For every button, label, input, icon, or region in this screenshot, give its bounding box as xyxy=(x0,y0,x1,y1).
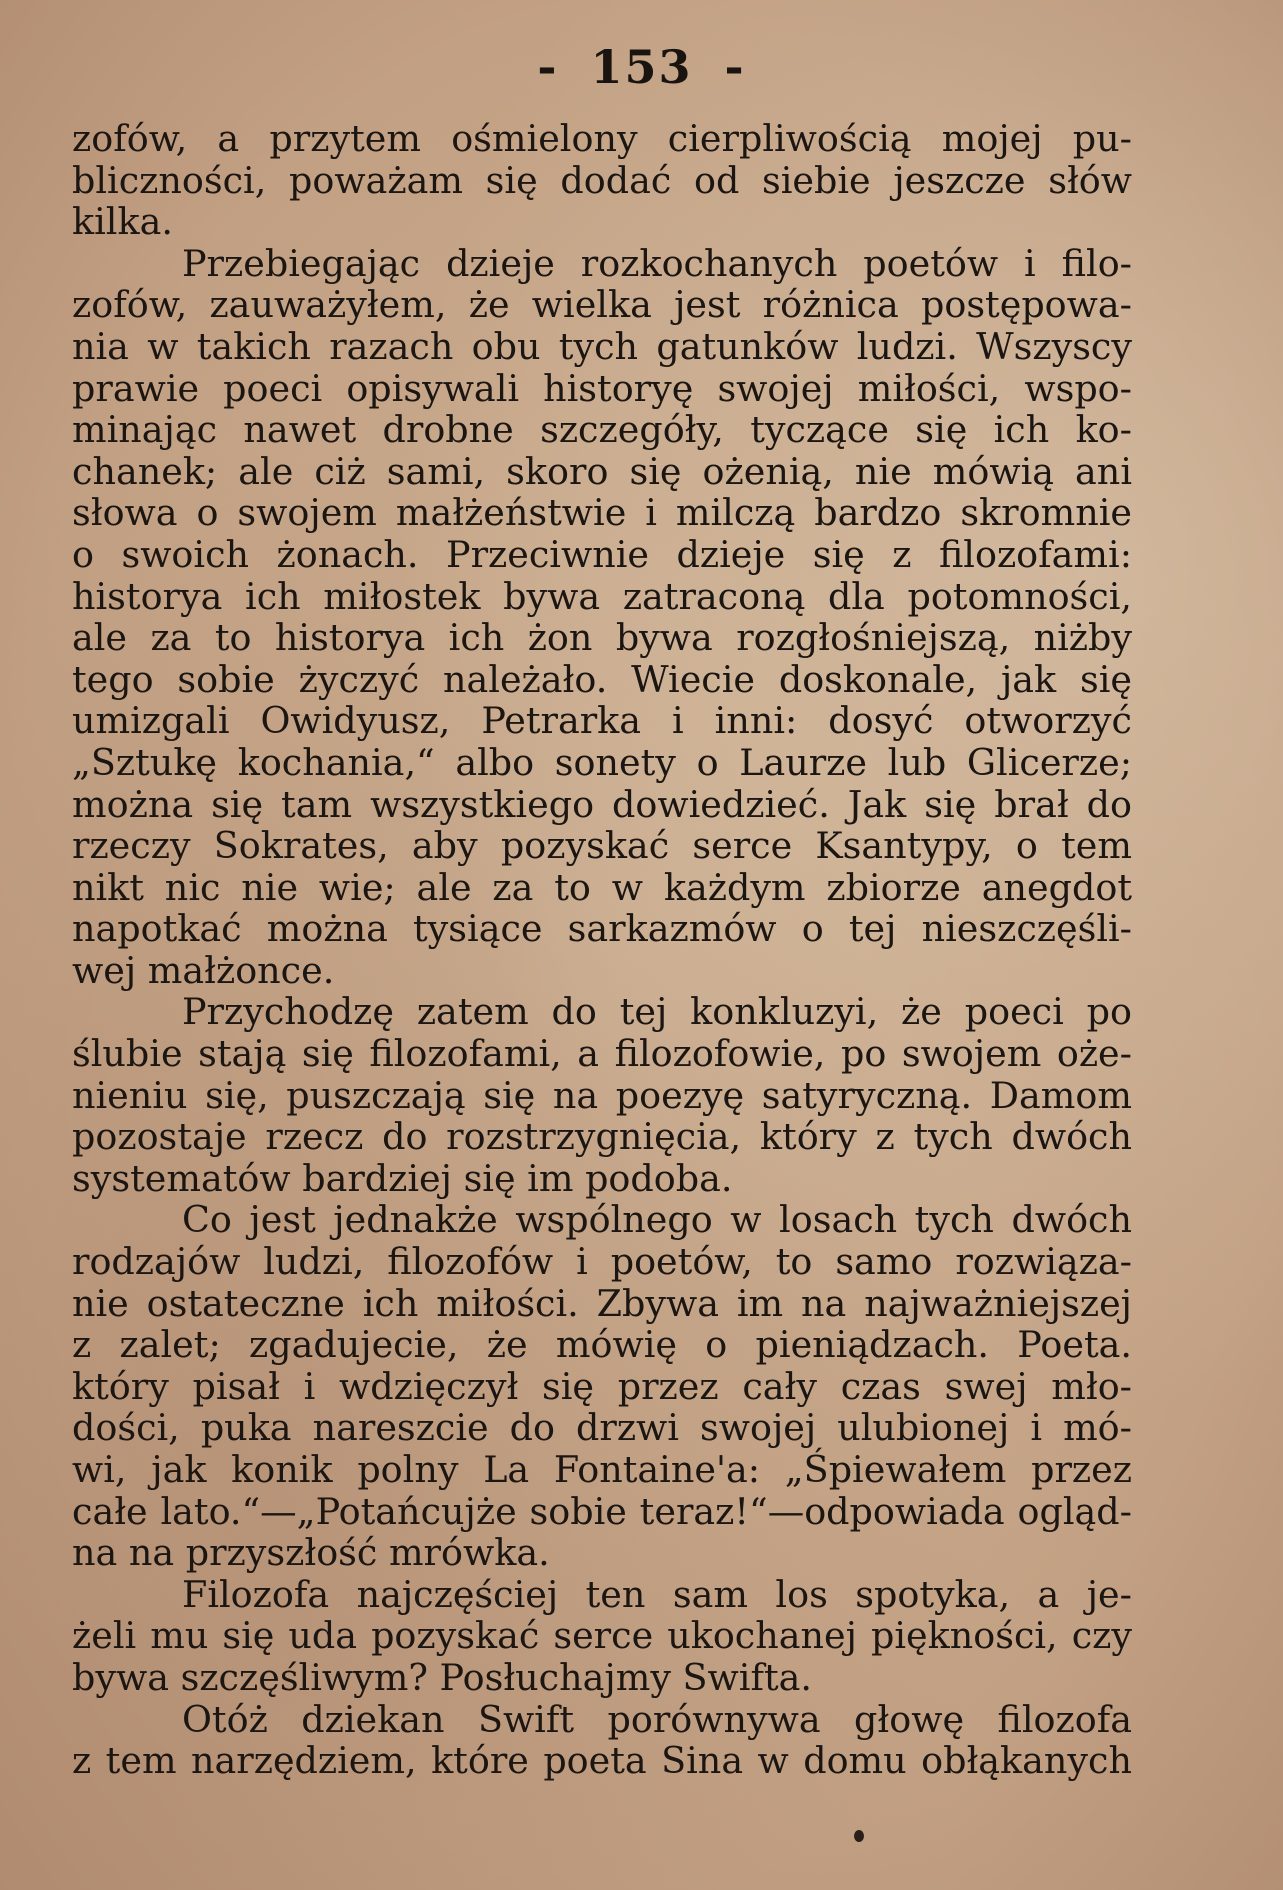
header-dash-right: - xyxy=(724,40,746,94)
text-line: rzeczy Sokrates, aby pozyskać serce Ksantypy, o tem xyxy=(72,824,1132,868)
header-dash-left: - xyxy=(537,40,559,94)
text-line: Przychodzę zatem do tej konkluzyi, że poeci po xyxy=(182,990,1132,1034)
text-line: nikt nic nie wie; ale za to w każdym zbiorze anegdot xyxy=(72,865,1132,909)
text-line: zofów, a przytem ośmielony cierpliwością mojej pu- xyxy=(72,117,1132,160)
text-line: historya ich miłostek bywa zatraconą dla potomności, xyxy=(72,574,1132,618)
text-line: minając nawet drobne szczegóły, tyczące się ich ko- xyxy=(72,408,1132,452)
text-line: bywa szczęśliwym? Posłuchajmy Swifta. xyxy=(72,1655,812,1699)
text-line: chanek; ale ciż sami, skoro się ożenią, nie mówią ani xyxy=(72,449,1132,493)
page-text xyxy=(72,118,1132,1782)
text-line: tego sobie życzyć należało. Wiecie doskonale, jak się xyxy=(72,657,1132,701)
text-line: żeli mu się uda pozyskać serce ukochanej piękności, czy xyxy=(72,1614,1132,1658)
page-number: 153 xyxy=(590,40,693,94)
text-line: zofów, zauważyłem, że wielka jest różnica postępowa- xyxy=(72,283,1132,327)
text-line: słowa o swojem małżeństwie i milczą bardzo skromnie xyxy=(72,491,1132,535)
text-line: bliczności, poważam się dodać od siebie jeszcze słów xyxy=(72,158,1132,202)
text-line: pozostaje rzecz do rozstrzygnięcia, który z tych dwóch xyxy=(72,1115,1132,1159)
text-line: wej małżonce. xyxy=(72,948,335,992)
text-line: systematów bardziej się im podoba. xyxy=(72,1156,733,1200)
text-line: ale za to historya ich żon bywa rozgłośniejszą, niżby xyxy=(72,616,1132,660)
text-line: Co jest jednakże wspólnego w losach tych dwóch xyxy=(182,1198,1132,1242)
text-line: Otóż dziekan Swift porównywa głowę filozofa xyxy=(182,1697,1132,1741)
page-header xyxy=(0,40,1283,94)
text-line: Filozofa najczęściej ten sam los spotyka, a je- xyxy=(182,1572,1132,1616)
text-line: nieniu się, puszczają się na poezyę satyryczną. Damom xyxy=(72,1073,1132,1117)
text-line: Przebiegając dzieje rozkochanych poetów i filo- xyxy=(182,241,1132,285)
text-line: rodzajów ludzi, filozofów i poetów, to samo rozwiąza- xyxy=(72,1240,1132,1284)
text-line: nie ostateczne ich miłości. Zbywa im na najważniejszej xyxy=(72,1281,1132,1325)
text-line: dości, puka nareszcie do drzwi swojej ulubionej i mó- xyxy=(72,1406,1132,1450)
text-line: kilka. xyxy=(72,200,173,244)
text-line: o swoich żonach. Przeciwnie dzieje się z filozofami: xyxy=(72,532,1132,576)
text-line: nia w takich razach obu tych gatunków ludzi. Wszyscy xyxy=(72,324,1132,368)
text-line: napotkać można tysiące sarkazmów o tej nieszczęśli- xyxy=(72,907,1132,951)
text-line: prawie poeci opisywali historyę swojej miłości, wspo- xyxy=(72,366,1132,410)
text-line: na na przyszłość mrówka. xyxy=(72,1531,550,1575)
ink-dot xyxy=(854,1830,864,1842)
text-line: „Sztukę kochania,“ albo sonety o Laurze lub Glicerze; xyxy=(72,740,1132,784)
text-line: umizgali Owidyusz, Petrarka i inni: dosyć otworzyć xyxy=(72,699,1132,743)
text-line: który pisał i wdzięczył się przez cały czas swej mło- xyxy=(72,1364,1132,1408)
text-line: można się tam wszystkiego dowiedzieć. Jak się brał do xyxy=(72,782,1132,826)
text-line: z zalet; zgadujecie, że mówię o pieniądzach. Poeta. xyxy=(72,1323,1132,1367)
text-line: całe lato.“—„Potańcujże sobie teraz!“—odpowiada ogląd- xyxy=(72,1489,1132,1533)
text-line: wi, jak konik polny La Fontaine'a: „Śpiewałem przez xyxy=(72,1448,1132,1491)
text-line: z tem narzędziem, które poeta Sina w domu obłąkanych xyxy=(72,1739,1132,1783)
text-line: ślubie stają się filozofami, a filozofowie, po swojem oże- xyxy=(72,1032,1132,1076)
